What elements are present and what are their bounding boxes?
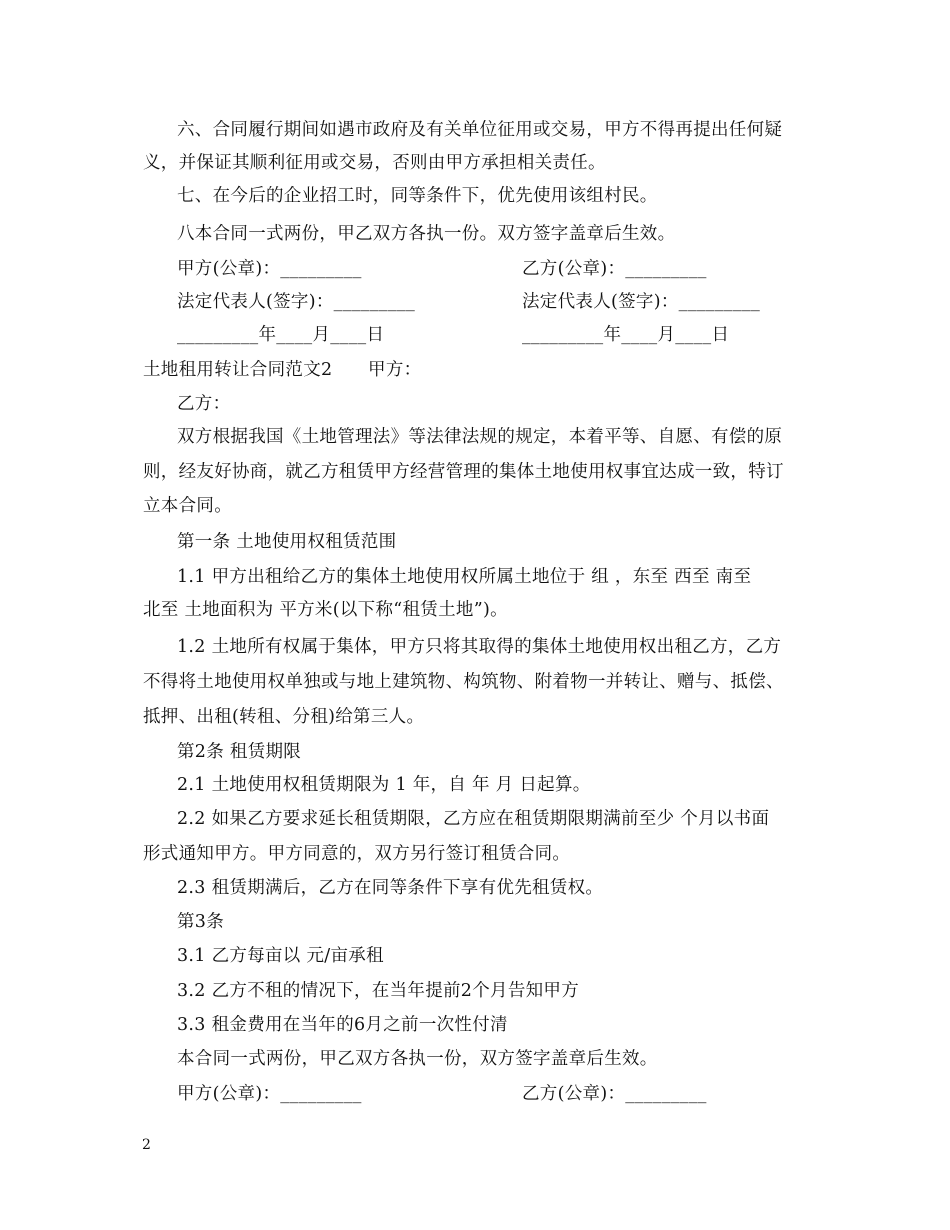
text-line: 八本合同一式两份，甲乙双方各执一份。双方签字盖章后生效。 [177,224,676,244]
text-line: 乙方： [177,394,231,414]
text-line: 2.3 租赁期满后，乙方在同等条件下享有优先租赁权。 [177,878,604,898]
text-line: 双方根据我国《土地管理法》等法律法规的规定，本着平等、自愿、有偿的原 [177,427,783,447]
text-line: 3.2 乙方不租的情况下，在当年提前2个月告知甲方 [177,981,580,1001]
date-line-b: _________年____月____日 [522,325,730,345]
section-title: 土地租用转让合同范文2 甲方： [143,360,422,380]
text-line: 七、在今后的企业招工时，同等条件下，优先使用该组村民。 [177,186,658,206]
legal-rep-b: 法定代表人(签字)：_________ [522,292,761,312]
signature-party-a: 甲方(公章)：_________ [177,1084,362,1104]
page-number: 2 [142,1137,151,1153]
text-line: 2.2 如果乙方要求延长租赁期限，乙方应在租赁期限期满前至少 个月以书面 [177,809,770,829]
text-line: 本合同一式两份，甲乙双方各执一份，双方签字盖章后生效。 [177,1049,658,1069]
legal-rep-a: 法定代表人(签字)：_________ [177,292,416,312]
article-heading: 第2条 租赁期限 [177,742,302,762]
text-line: 则，经友好协商，就乙方租赁甲方经营管理的集体土地使用权事宜达成一致，特订 [143,462,784,482]
signature-party-b: 乙方(公章)：_________ [522,259,707,279]
text-line: 2.1 土地使用权租赁期限为 1 年，自 年 月 日起算。 [177,775,591,795]
date-line-a: _________年____月____日 [177,325,385,345]
text-line: 形式通知甲方。甲方同意的，双方另行签订租赁合同。 [143,844,571,864]
signature-party-a: 甲方(公章)：_________ [177,259,362,279]
text-line: 不得将土地使用权单独或与地上建筑物、构筑物、附着物一并转让、赠与、抵偿、 [143,672,784,692]
text-line: 义，并保证其顺利征用或交易，否则由甲方承担相关责任。 [143,153,606,173]
article-heading: 第3条 [177,912,225,932]
text-line: 3.3 租金费用在当年的6月之前一次性付清 [177,1015,508,1035]
text-line: 1.2 土地所有权属于集体，甲方只将其取得的集体土地使用权出租乙方，乙方 [177,637,782,657]
text-line: 北至 土地面积为 平方米(以下称“租赁土地”)。 [143,600,508,620]
text-line: 1.1 甲方出租给乙方的集体土地使用权所属土地位于 组 ，东至 西至 南至 [177,567,752,587]
text-line: 抵押、出租(转租、分租)给第三人。 [143,707,425,727]
text-line: 立本合同。 [143,496,232,516]
text-line: 六、合同履行期间如遇市政府及有关单位征用或交易，甲方不得再提出任何疑 [177,120,783,140]
article-heading: 第一条 土地使用权租赁范围 [177,532,397,552]
signature-party-b: 乙方(公章)：_________ [522,1084,707,1104]
text-line: 3.1 乙方每亩以 元/亩承租 [177,946,384,966]
